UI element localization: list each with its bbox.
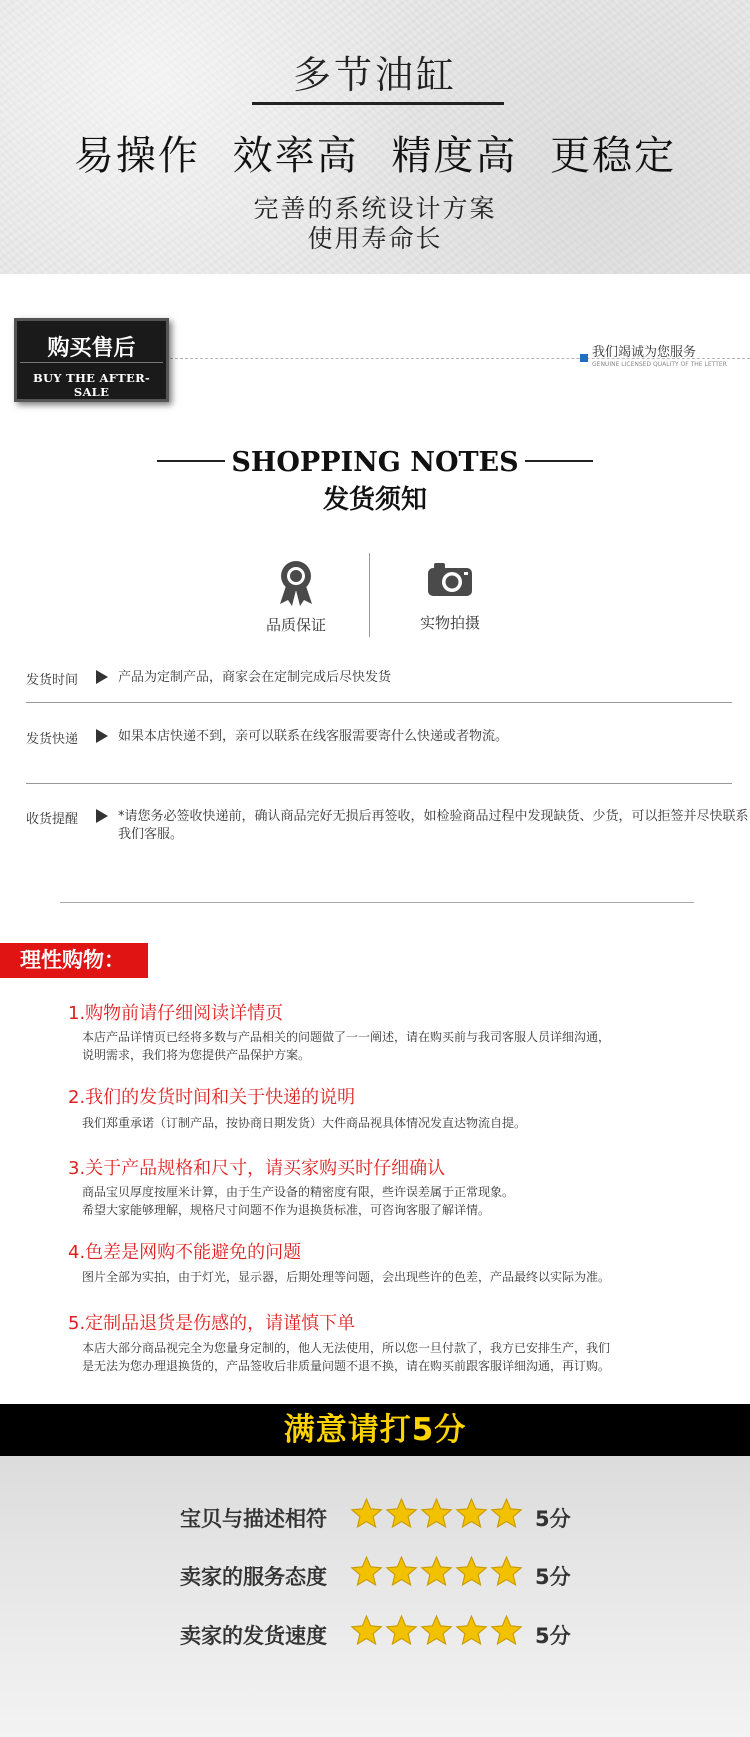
quality-label: 品质保证: [265, 616, 326, 634]
photo-label: 实物拍摄: [419, 614, 480, 632]
feature-list: [0, 124, 750, 181]
feature-item: 精度高: [391, 133, 518, 179]
rule-title: 4.色差是网购不能避免的问题: [68, 1242, 302, 1263]
rating-row: [180, 1555, 600, 1595]
photo-block: [390, 560, 510, 633]
rational-shopping-tag: 理性购物：: [0, 943, 148, 978]
title-bar-left: [157, 460, 225, 462]
arrow-right-icon: [96, 670, 108, 684]
blue-square-icon: [580, 354, 588, 362]
star-icon: [385, 1614, 418, 1647]
rule-title: 1.购物前请仔细阅读详情页: [68, 1003, 284, 1024]
feature-item: 效率高: [232, 133, 359, 179]
rule-line: 我们郑重承诺（订制产品，按协商日期发货）大件商品视具体情况发直达物流自提。: [82, 1116, 527, 1130]
rule-body: [82, 1114, 682, 1132]
quality-block: [236, 560, 356, 635]
section-subtitle: 发货须知: [322, 485, 427, 515]
star-icon: [455, 1614, 488, 1647]
divider: [26, 702, 732, 703]
rule-line: 本店大部分商品视完全为您量身定制的，他人无法使用，所以您一旦付款了，我方已安排生产，我们: [82, 1341, 611, 1355]
aftersale-label-cn: 购买售后: [20, 331, 163, 363]
product-title: 多节油缸: [292, 53, 457, 97]
rule-body: [82, 1268, 682, 1286]
star-icon: [490, 1614, 523, 1647]
rating-row: [180, 1497, 600, 1537]
section-title: [0, 447, 750, 478]
info-text: 产品为定制产品，商家会在定制完成后尽快发货: [118, 670, 392, 685]
rule-title: 3.关于产品规格和尺寸，请买家购买时仔细确认: [68, 1158, 446, 1179]
rule-title: 2.我们的发货时间和关于快递的说明: [68, 1087, 356, 1108]
banner-subtitle-2: 使用寿命长: [307, 224, 443, 253]
rating-row: [180, 1614, 600, 1654]
star-rating: [350, 1497, 525, 1537]
star-icon: [420, 1614, 453, 1647]
star-icon: [420, 1497, 453, 1530]
divider: [26, 783, 732, 784]
arrow-right-icon: [96, 809, 108, 823]
section-title-text: SHOPPING NOTES: [231, 447, 519, 478]
quality-badge-icon: [276, 560, 316, 606]
service-slogan: 我们竭诚为您服务: [592, 345, 697, 360]
feature-item: 更稳定: [550, 133, 677, 179]
rating-label: 卖家的服务态度: [180, 1565, 327, 1589]
info-label: 收货提醒: [26, 812, 79, 827]
title-bar-right: [525, 460, 593, 462]
banner-subtitle: 完善的系统设计方案: [253, 194, 497, 223]
aftersale-badge: [14, 318, 169, 402]
aftersale-label-en: BUY THE AFTER-SALE: [32, 371, 151, 399]
star-icon: [385, 1555, 418, 1588]
rule-line: 希望大家能够理解，规格尺寸问题不作为退换货标准，可咨询客服了解详情。: [82, 1203, 491, 1217]
camera-icon: [426, 560, 474, 598]
star-icon: [350, 1555, 383, 1588]
star-icon: [350, 1614, 383, 1647]
rule-line: 是无法为您办理退换货的，产品签收后非质量问题不退不换，请在购买前跟客服详细沟通，再订购。: [82, 1359, 611, 1373]
rating-score: 5分: [535, 1507, 571, 1531]
rating-label: 宝贝与描述相符: [180, 1507, 327, 1531]
section-divider: [60, 902, 694, 903]
rule-line: 商品宝贝厚度按厘米计算，由于生产设备的精密度有限，些许误差属于正常现象。: [82, 1185, 515, 1199]
star-icon: [455, 1555, 488, 1588]
rule-body: [82, 1183, 682, 1219]
info-label: 发货时间: [26, 673, 79, 688]
header-banner: [0, 0, 750, 274]
feature-item: 易操作: [73, 133, 200, 179]
rule-line: 说明需求，我们将为您提供产品保护方案。: [82, 1048, 311, 1062]
rating-score: 5分: [535, 1624, 571, 1648]
rating-label: 卖家的发货速度: [180, 1624, 327, 1648]
star-icon: [420, 1555, 453, 1588]
star-icon: [350, 1497, 383, 1530]
star-rating: [350, 1555, 525, 1595]
rule-body: [82, 1339, 682, 1375]
star-icon: [490, 1555, 523, 1588]
info-label: 发货快递: [26, 732, 79, 747]
icon-divider: [369, 553, 370, 637]
star-icon: [385, 1497, 418, 1530]
rule-line: 本店产品详情页已经将多数与产品相关的问题做了一一阐述，请在购买前与我司客服人员详细沟通，: [82, 1030, 611, 1044]
arrow-right-icon: [96, 729, 108, 743]
title-underline: [252, 102, 504, 105]
rating-score: 5分: [535, 1565, 571, 1589]
rule-body: [82, 1028, 682, 1064]
info-text: 如果本店快递不到，亲可以联系在线客服需要寄什么快递或者物流。: [118, 729, 509, 744]
star-rating: [350, 1614, 525, 1654]
rule-title: 5.定制品退货是伤感的，请谨慎下单: [68, 1313, 356, 1334]
rule-line: 图片全部为实拍，由于灯光，显示器，后期处理等问题，会出现些许的色差，产品最终以实际为准。: [82, 1270, 611, 1284]
star-icon: [455, 1497, 488, 1530]
info-text: *请您务必签收快递前，确认商品完好无损后再签收，如检验商品过程中发现缺货、少货，可以拒签并尽快联系我们客服。: [118, 809, 749, 842]
star-icon: [490, 1497, 523, 1530]
service-slogan-en: GENUINE LICENSED QUALITY OF THE LETTER: [592, 361, 727, 368]
rating-banner: 满意请打5分: [0, 1404, 750, 1456]
